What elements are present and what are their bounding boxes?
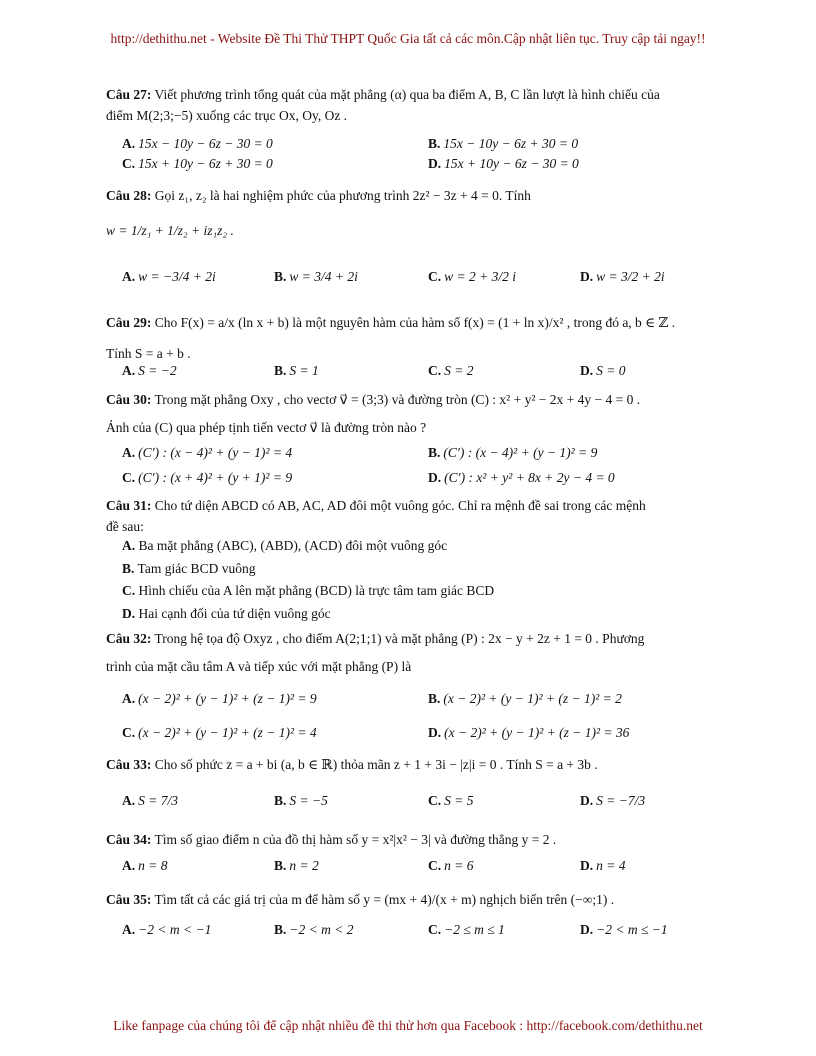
question-29 [106,312,742,333]
option-b: B. −2 < m < 2 [274,922,354,937]
question-text: Cho số phức z = a + bi (a, b ∈ ℝ) thỏa mãn z + 1 + 3i − |z|i = 0 . Tính S = a + 3b . [154,757,598,772]
question-label: Câu 32: [106,631,152,646]
option-d: D. S = 0 [580,363,626,378]
option-a: A. −2 < m < −1 [122,922,212,937]
question-text: Cho F(x) = a/x (ln x + b) là một nguyên hàm của hàm số f(x) = (1 + ln x)/x² , trong đó a, b ∈ ℤ . [154,315,676,330]
option-c: C. S = 5 [428,793,474,808]
option-c: C. Hình chiếu của A lên mặt phẳng (BCD) là trực tâm tam giác BCD [122,583,495,598]
question-30-cont [106,417,742,438]
question-text: Trong mặt phẳng Oxy , cho vectơ v⃗ = (3;3) và đường tròn (C) : x² + y² − 2x + 4y − 4 = 0 . [154,392,641,407]
question-30 [106,389,742,410]
option-d: D. n = 4 [580,858,626,873]
option-c: C. −2 ≤ m ≤ 1 [428,922,505,937]
option-c: C. (x − 2)² + (y − 1)² + (z − 1)² = 4 [122,725,317,740]
page-footer-link[interactable]: Like fanpage của chúng tôi để cập nhật nhiều đề thi thử hơn qua Facebook : http://facebook.com/dethithu.net [113,1018,703,1033]
question-text-cont: Tính S = a + b . [106,346,191,361]
option-a: A. w = −3/4 + 2i [122,269,216,284]
question-label: Câu 28: [106,188,152,203]
question-text-cont: điểm M(2;3;−5) xuống các trục Ox, Oy, Oz . [106,108,348,123]
question-text-cont: Ảnh của (C) qua phép tịnh tiến vectơ v⃗ là đường tròn nào ? [106,420,427,435]
question-27 [106,84,742,126]
question-35 [106,889,742,910]
question-28-cont [106,220,742,241]
question-label: Câu 33: [106,757,152,772]
question-32 [106,628,742,649]
option-b: B. 15x − 10y − 6z + 30 = 0 [428,136,579,151]
options-27-row1 [122,133,742,155]
question-text: Tìm số giao điểm n của đồ thị hàm số y = x²|x² − 3| và đường thẳng y = 2 . [154,832,557,847]
question-text: Cho tứ diện ABCD có AB, AC, AD đôi một vuông góc. Chỉ ra mệnh đề sai trong các mệnh [154,498,646,513]
question-text: Trong hệ tọa độ Oxyz , cho điểm A(2;1;1) và mặt phẳng (P) : 2x − y + 2z + 1 = 0 . Phương [154,631,645,646]
options-35 [122,919,742,941]
option-a: A. Ba mặt phẳng (ABC), (ABD), (ACD) đôi một vuông góc [122,538,448,553]
option-d: D. Hai cạnh đối của tứ diện vuông góc [122,606,331,621]
page-header-link[interactable]: http://dethithu.net - Website Đề Thi Thử THPT Quốc Gia tất cả các môn.Cập nhật liên tục. Truy cập tải ngay!! [110,31,706,46]
question-34 [106,829,742,850]
question-28 [106,185,742,206]
question-text: Viết phương trình tổng quát của mặt phẳng (α) qua ba điểm A, B, C lần lượt là hình chiếu của [154,87,660,102]
option-c: C. w = 2 + 3/2 i [428,269,516,284]
option-a: A. n = 8 [122,858,168,873]
option-a: A. S = 7/3 [122,793,178,808]
question-label: Câu 27: [106,87,152,102]
option-c: C. 15x + 10y − 6z + 30 = 0 [122,156,273,171]
option-b: B. S = 1 [274,363,319,378]
option-d: D. 15x + 10y − 6z − 30 = 0 [428,156,579,171]
question-text-cont: w = 1/z₁ + 1/z₂ + iz₁z₂ . [106,223,234,238]
question-label: Câu 34: [106,832,152,847]
option-b: B. (x − 2)² + (y − 1)² + (z − 1)² = 2 [428,691,622,706]
question-32-cont [106,656,742,677]
question-label: Câu 29: [106,315,152,330]
option-c: C. S = 2 [428,363,474,378]
option-c: C. n = 6 [428,858,474,873]
option-c: C. (C′) : (x + 4)² + (y + 1)² = 9 [122,470,293,485]
options-32-row2 [122,722,742,744]
option-b: B. Tam giác BCD vuông [122,561,256,576]
options-27-row2 [122,153,742,175]
question-text-cont: đề sau: [106,519,144,534]
question-33 [106,754,742,775]
option-d: D. (C′) : x² + y² + 8x + 2y − 4 = 0 [428,470,615,485]
option-a: A. S = −2 [122,363,177,378]
question-text: Tìm tất cả các giá trị của m để hàm số y = (mx + 4)/(x + m) nghịch biến trên (−∞;1) . [154,892,615,907]
options-33 [122,790,742,812]
options-28 [122,266,742,288]
question-label: Câu 30: [106,392,152,407]
options-30-row2 [122,467,742,489]
option-b: B. w = 3/4 + 2i [274,269,358,284]
question-label: Câu 35: [106,892,152,907]
question-text: Gọi z₁, z₂ là hai nghiệm phức của phương trình 2z² − 3z + 4 = 0. Tính [154,188,531,203]
options-32-row1 [122,688,742,710]
question-31 [106,495,742,537]
options-30-row1 [122,442,742,464]
options-34 [122,855,742,877]
option-a: A. (x − 2)² + (y − 1)² + (z − 1)² = 9 [122,691,317,706]
option-d: D. S = −7/3 [580,793,646,808]
question-text-cont: trình của mặt cầu tâm A và tiếp xúc với mặt phẳng (P) là [106,659,412,674]
question-label: Câu 31: [106,498,152,513]
option-d: D. −2 < m ≤ −1 [580,922,668,937]
options-29 [122,360,742,382]
option-b: B. S = −5 [274,793,328,808]
option-d: D. w = 3/2 + 2i [580,269,665,284]
option-b: B. n = 2 [274,858,319,873]
option-b: B. (C′) : (x − 4)² + (y − 1)² = 9 [428,445,598,460]
option-d: D. (x − 2)² + (y − 1)² + (z − 1)² = 36 [428,725,630,740]
option-a: A. 15x − 10y − 6z − 30 = 0 [122,136,273,151]
option-a: A. (C′) : (x − 4)² + (y − 1)² = 4 [122,445,293,460]
